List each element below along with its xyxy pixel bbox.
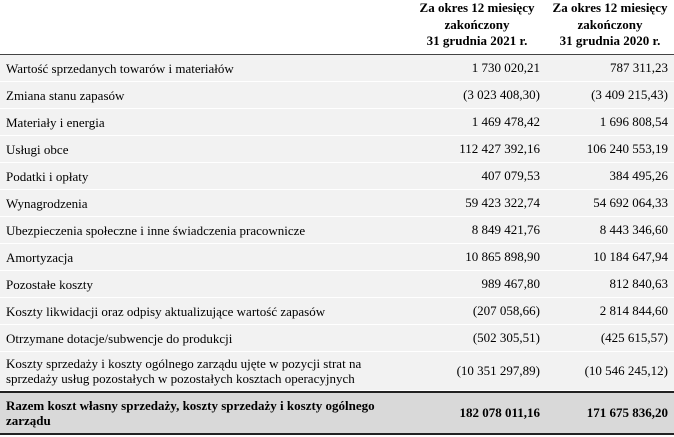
row-label: Zmiana stanu zapasów [6, 87, 125, 103]
row-label: Ubezpieczenia społeczne i inne świadczenia pracownicze [6, 222, 306, 238]
table-row [0, 82, 674, 109]
table-row [0, 271, 674, 298]
row-label: Podatki i opłaty [6, 168, 89, 184]
header-2021-line2: zakończony [444, 16, 510, 32]
row-label: Amortyzacja [6, 249, 74, 265]
total-value-2021: 182 078 011,16 [459, 405, 540, 420]
row-label: Wynagrodzenia [6, 195, 88, 211]
row-label: Otrzymane dotacje/subwencje do produkcji [6, 330, 233, 346]
table-row [0, 190, 674, 217]
row-label: Materiały i energia [6, 114, 105, 130]
row-value-2021: (10 351 297,89) [456, 363, 540, 378]
header-2021-line3: 31 grudnia 2021 r. [426, 33, 528, 48]
table-row [0, 217, 674, 244]
row-value-2021: 407 079,53 [481, 168, 540, 183]
header-2020 [546, 0, 674, 50]
row-label: Koszty sprzedaży i koszty ogólnego zarządu ujęte w pozycji strat na sprzedaży usług pozostałych w pozostałych kosztach operacyjnych [6, 356, 362, 386]
table-body [0, 54, 674, 435]
row-value-2020: 2 814 844,60 [599, 303, 668, 318]
table-row [0, 55, 674, 82]
table-row [0, 109, 674, 136]
row-value-2020: 106 240 553,19 [586, 141, 668, 156]
header-2021 [410, 0, 544, 50]
table-row [0, 325, 674, 352]
table-row [0, 136, 674, 163]
total-row [0, 391, 674, 435]
row-value-2020: 1 696 808,54 [599, 114, 668, 129]
row-label: Wartość sprzedanych towarów i materiałów [6, 60, 234, 76]
table-row [0, 163, 674, 190]
header-2020-line1: Za okres 12 miesięcy [552, 0, 668, 15]
row-label: Koszty likwidacji oraz odpisy aktualizujące wartość zapasów [6, 303, 326, 319]
row-value-2021: (207 058,66) [472, 303, 540, 318]
row-value-2020: 54 692 064,33 [593, 195, 668, 210]
row-value-2021: (3 023 408,30) [463, 87, 540, 102]
table-row [0, 298, 674, 325]
total-label: Razem koszt własny sprzedaży, koszty sprzedaży i koszty ogólnego zarządu [6, 398, 375, 428]
row-value-2020: (3 409 215,43) [591, 87, 668, 102]
table-row [0, 244, 674, 271]
row-value-2020: 384 495,26 [609, 168, 668, 183]
row-label: Usługi obce [6, 141, 69, 157]
header-2021-line1: Za okres 12 miesięcy [419, 0, 535, 15]
row-value-2020: (10 546 245,12) [584, 363, 668, 378]
row-label: Pozostałe koszty [6, 276, 94, 292]
total-value-2020: 171 675 836,20 [586, 405, 668, 420]
row-value-2021: 10 865 898,90 [465, 249, 540, 264]
row-value-2021: 112 427 392,16 [459, 141, 540, 156]
row-value-2020: (425 615,57) [600, 330, 668, 345]
header-2020-line2: zakończony [577, 16, 643, 32]
row-value-2021: 989 467,80 [481, 276, 540, 291]
row-value-2021: 1 730 020,21 [471, 60, 540, 75]
header-2020-line3: 31 grudnia 2020 r. [559, 33, 661, 48]
row-value-2021: 1 469 478,42 [471, 114, 540, 129]
row-value-2021: 8 849 421,76 [471, 222, 540, 237]
table-row [0, 352, 674, 391]
row-value-2020: 10 184 647,94 [593, 249, 668, 264]
table-header [0, 0, 674, 54]
row-value-2021: 59 423 322,74 [465, 195, 540, 210]
row-value-2020: 787 311,23 [609, 60, 668, 75]
row-value-2020: 8 443 346,60 [599, 222, 668, 237]
row-value-2020: 812 840,63 [609, 276, 668, 291]
row-value-2021: (502 305,51) [472, 330, 540, 345]
